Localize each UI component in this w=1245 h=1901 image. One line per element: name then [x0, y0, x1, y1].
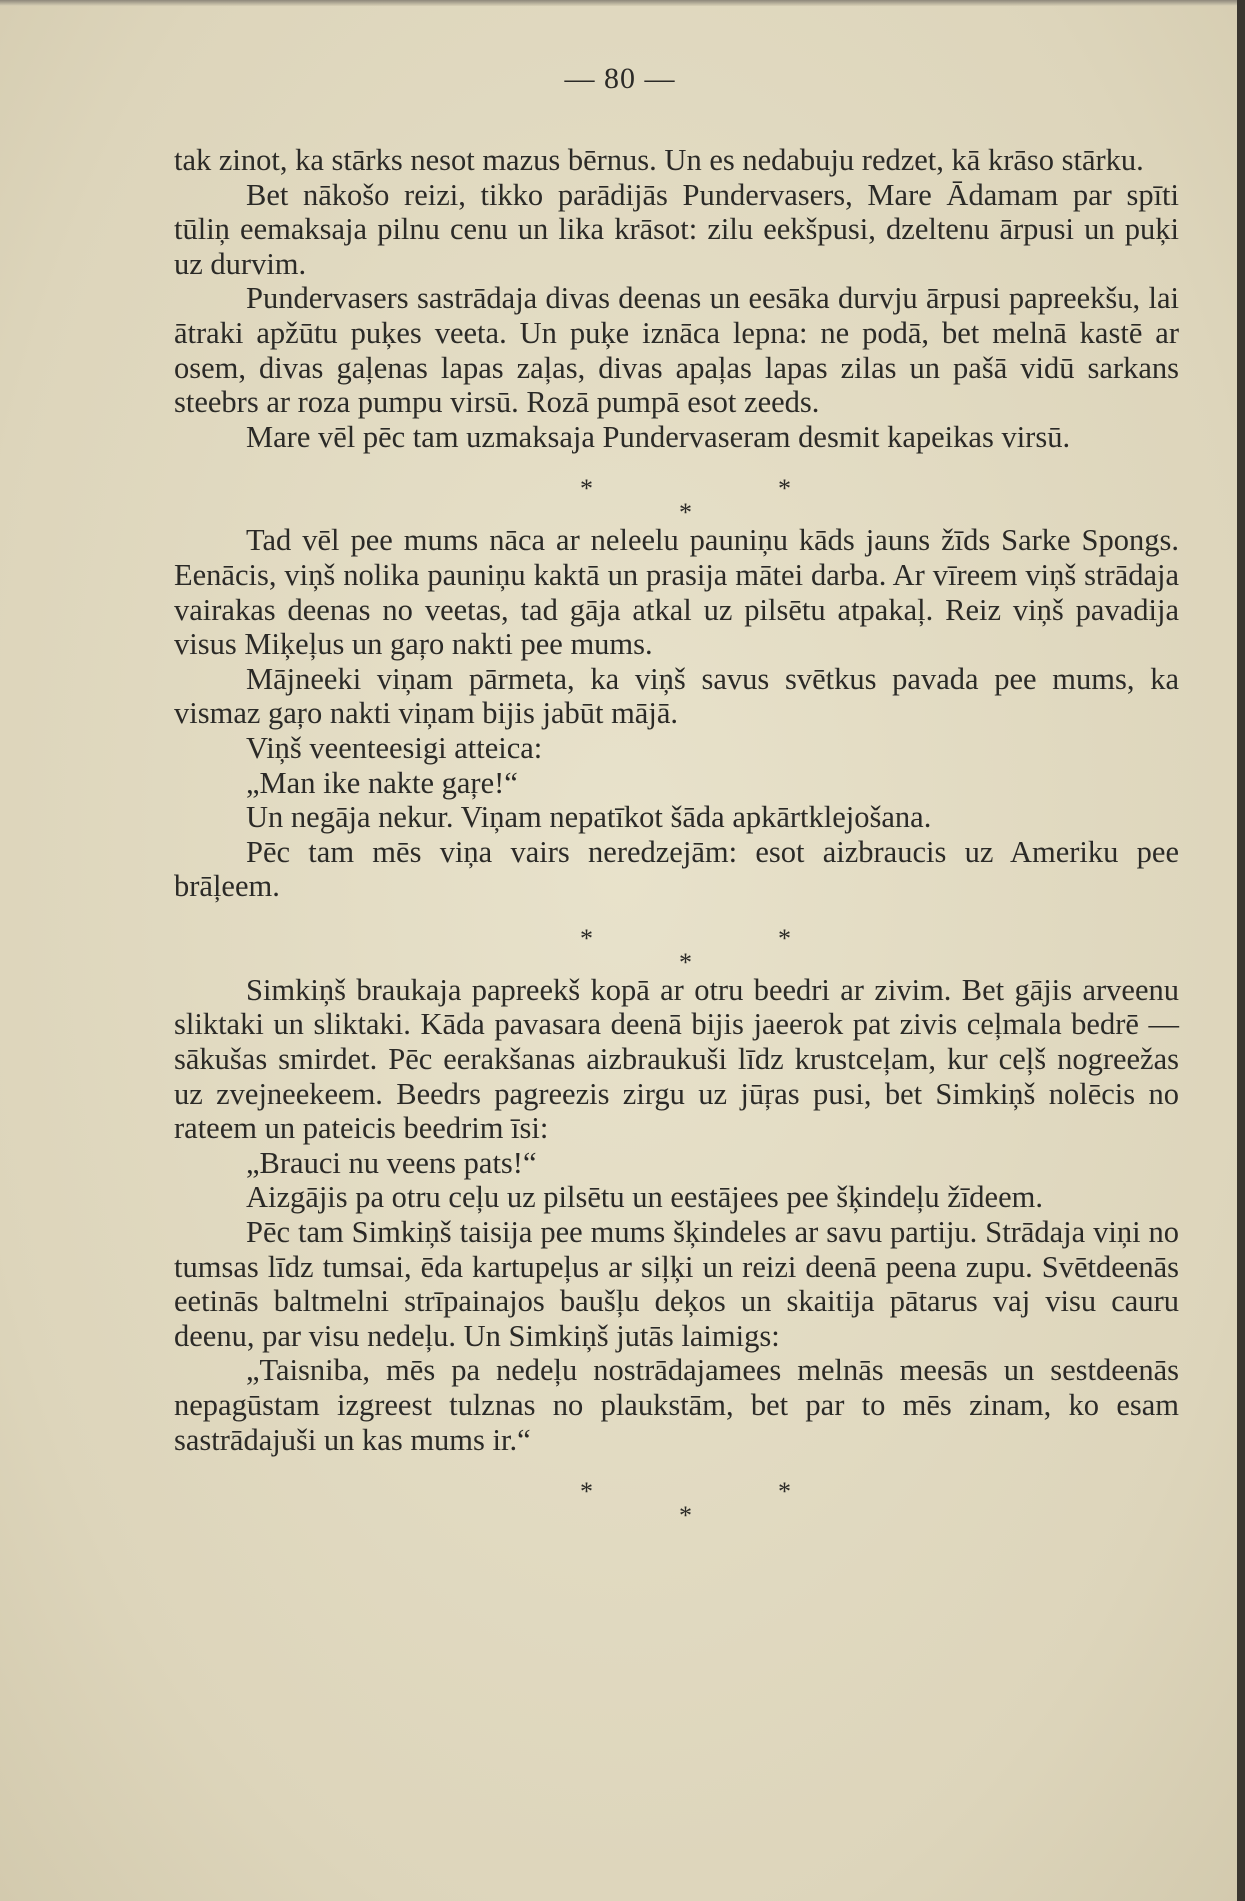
separator-asterisk: *: [679, 947, 692, 977]
paragraph: „Man ike nakte gaŗe!“: [246, 765, 518, 800]
paragraph: Tad vēl pee mums nāca ar neleelu pauniņu kāds jauns žīds Sarke Spongs. Eenācis, viņš nolika pauniņu kaktā un prasija mātei darba. Ar vīreem viņš strādaja vairakas deenas no veetas, tad gāja atkal uz pilsētu atpakaļ. Reiz viņš pavadija visus Miķeļus un gaŗo nakti pee mums.: [174, 523, 1179, 662]
section-separator: [174, 904, 1179, 977]
separator-asterisk: *: [580, 1477, 593, 1507]
page-top-edge: [0, 0, 1240, 6]
separator-asterisk: *: [778, 923, 791, 953]
body-text: [174, 143, 1179, 1531]
separator-asterisk: *: [679, 498, 692, 528]
paragraph: Aizgājis pa otru ceļu uz pilsētu un eestājees pee šķindeļu žīdeem.: [246, 1180, 1043, 1215]
paragraph: Mājneeki viņam pārmeta, ka viņš savus svētkus pavada pee mums, ka vismaz gaŗo nakti viņam bijis jabūt mājā.: [174, 661, 1179, 731]
paragraph: Pēc tam Simkiņš taisija pee mums šķindeles ar savu partiju. Strādaja viņi no tumsas līdz tumsai, ēda kartupeļus ar siļķi un reizi deenā peena zupu. Svētdeenās eetinās baltmelni strīpainajos baušļu deķos un skaitija pātarus vaj visu cauru deenu, par visu nedeļu. Un Simkiņš jutās laimigs:: [174, 1215, 1179, 1353]
paragraph: Pēc tam mēs viņa vairs neredzejām: esot aizbraucis uz Ameriku pee brāļeem.: [174, 834, 1179, 904]
separator-asterisk: *: [580, 923, 593, 953]
separator-asterisk: *: [778, 1477, 791, 1507]
paragraph: „Taisniba, mēs pa nedeļu nostrādajamees melnās meesās un sestdeenās nepagūstam izgreest tulznas no plaukstām, bet par to mēs zinam, ko esam sastrādajuši un kas mums ir.“: [174, 1353, 1179, 1457]
paragraph: Un negāja nekur. Viņam nepatīkot šāda apkārtklejošana.: [246, 800, 932, 835]
separator-asterisk: *: [679, 1501, 692, 1531]
section-separator: [174, 454, 1179, 528]
paragraph: Mare vēl pēc tam uzmaksaja Pundervaseram desmit kapeikas virsū.: [246, 419, 1071, 454]
paragraph: „Brauci nu veens pats!“: [246, 1145, 537, 1180]
paragraph: Pundervasers sastrādaja divas deenas un eesāka durvju ārpusi papreekšu, lai ātraki apžūtu puķes veeta. Un puķe iznāca lepna: ne podā, bet melnā kastē ar osem, divas gaļenas lapas zaļas, divas apaļas lapas zilas un pašā vidū sarkans steebrs ar roza pumpu virsū. Rozā pumpā esot zeeds.: [174, 281, 1179, 420]
page-binding-edge: [1237, 0, 1245, 1901]
paragraph: Bet nākošo reizi, tikko parādijās Pundervasers, Mare Ādamam par spīti tūliņ eemaksaja pilnu cenu un lika krāsot: zilu eekšpusi, dzeltenu ārpusi un puķi uz durvim.: [174, 177, 1179, 281]
section-separator: [174, 1457, 1179, 1531]
page-number: — 80 —: [564, 62, 676, 95]
paragraph: tak zinot, ka stārks nesot mazus bērnus. Un es nedabuju redzet, kā krāso stārku.: [174, 143, 1144, 177]
paragraph: Viņš veenteesigi atteica:: [246, 730, 543, 765]
separator-asterisk: *: [580, 474, 593, 504]
paragraph: Simkiņš braukaja papreekš kopā ar otru beedri ar zivim. Bet gājis arveenu sliktaki un sliktaki. Kāda pavasara deenā bijis jaeerok pat zivis ceļmala bedrē — sākušas smirdet. Pēc eerakšanas aizbraukuši līdz krustceļam, kur ceļš nogreežas uz zvejneekeem. Beedrs pagreezis zirgu uz jūŗas pusi, bet Simkiņš nolēcis no rateem un pateicis beedrim īsi:: [174, 972, 1179, 1146]
separator-asterisk: *: [778, 474, 791, 504]
